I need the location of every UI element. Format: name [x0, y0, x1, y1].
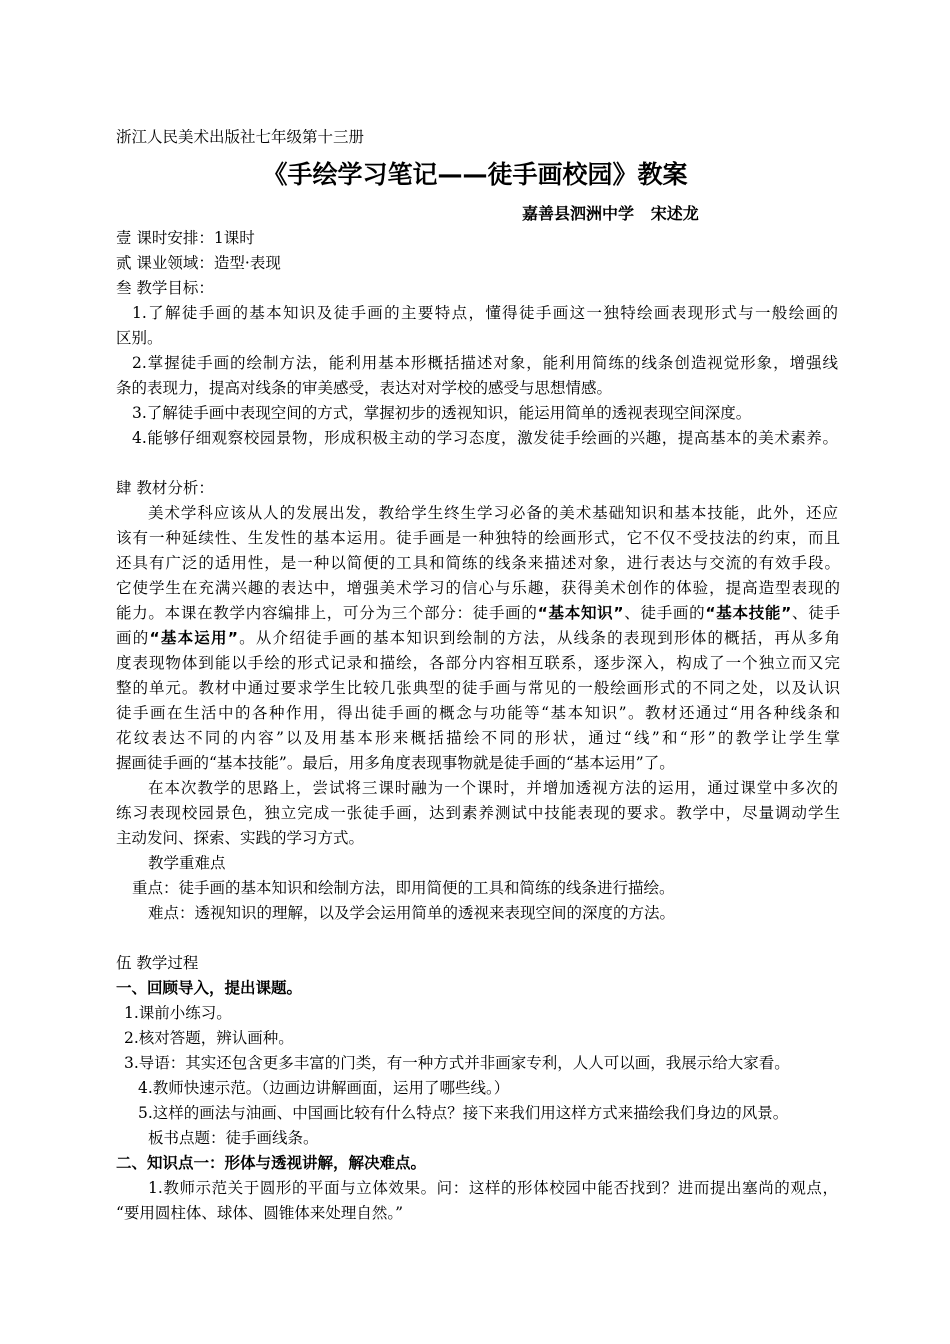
document-title: 《手绘学习笔记——徒手画校园》教案	[262, 160, 688, 189]
section-1-title: 一、回顾导入，提出课题。	[116, 979, 303, 997]
analysis-line: 还具有广泛的适用性，是一种以简便的工具和简练的线条来描述对象，进行表达与交流的有效手段。	[116, 554, 840, 572]
process-item: 2.核对答题，辨认画种。	[124, 1029, 294, 1047]
key-point-line: 重点：徒手画的基本知识和绘制方法，即用简便的工具和简练的线条进行描绘。	[132, 879, 675, 897]
process-item: 4.教师快速示范。（边画边讲解画面，运用了哪些线。）	[138, 1079, 510, 1097]
analysis-line: 在本次教学的思路上，尝试将三课时融为一个课时，并增加透视方法的运用，通过课堂中多次的	[148, 779, 838, 797]
analysis-line: 徒手画在生活中的各种作用，得出徒手画的概念与功能等“基本知识”。教材还通过“用各种线条和	[116, 704, 840, 722]
analysis-line: 美术学科应该从人的发展出发，教给学生终生学习必备的美术基础知识和基本技能，此外，还应	[148, 504, 838, 522]
analysis-line: 该有一种延续性、生发性的基本运用。徒手画是一种独特的绘画形式，它不仅不受技法的约束，而且	[116, 529, 840, 547]
key-term-basic-use: “基本运用”	[149, 629, 238, 647]
analysis-line: 花纹表达不同的内容”以及用基本形来概括描绘不同的形状，通过“线”和“形”的教学让学生掌	[116, 729, 840, 747]
objective-line: 1.了解徒手画的基本知识及徒手画的主要特点，懂得徒手画这一独特绘画表现形式与一般绘画的	[132, 304, 838, 322]
section-2-title: 二、知识点一：形体与透视讲解，解决难点。	[116, 1154, 427, 1172]
objective-line: 条的表现力，提高对线条的审美感受，表达对对学校的感受与思想情感。	[116, 379, 613, 397]
analysis-line-mixed	[116, 628, 840, 648]
process-line: 1.教师示范关于圆形的平面与立体效果。问：这样的形体校园中能否找到？进而提出塞尚的观点，	[148, 1179, 838, 1197]
key-term-basic-knowledge: “基本知识”	[537, 604, 624, 622]
process-item: 5.这样的画法与油画、中国画比较有什么特点？接下来我们用这样方式来描绘我们身边的风景。	[138, 1104, 789, 1122]
analysis-line: 整的单元。教材中通过要求学生比较几张典型的徒手画与常见的一般绘画形式的不同之处，以及认识	[116, 679, 840, 697]
difficulty-line: 难点：透视知识的理解，以及学会运用简单的透视来表现空间的深度的方法。	[148, 904, 676, 922]
process-line: “要用圆柱体、球体、圆锥体来处理自然。”	[116, 1204, 404, 1222]
schedule-line: 壹 课时安排：1课时	[116, 229, 255, 247]
author-line: 嘉善县泗洲中学 宋述龙	[522, 204, 699, 223]
process-heading: 伍 教学过程	[116, 954, 199, 972]
objective-line: 2.掌握徒手画的绘制方法，能利用基本形概括描述对象，能利用简练的线条创造视觉形象，增强线	[132, 354, 838, 372]
analysis-line: 主动发问、探索、实践的学习方式。	[116, 829, 365, 847]
field-line: 贰 课业领域：造型·表现	[116, 254, 281, 272]
analysis-text: 能力。本课在教学内容编排上，可分为三个部分：徒手画的	[116, 604, 538, 622]
process-item: 3.导语：其实还包含更多丰富的门类，有一种方式并非画家专利，人人可以画，我展示给大家看。	[124, 1054, 790, 1072]
process-item: 1.课前小练习。	[124, 1004, 232, 1022]
analysis-heading: 肆 教材分析：	[116, 479, 214, 497]
objective-line: 4.能够仔细观察校园景物，形成积极主动的学习态度，激发徒手绘画的兴趣，提高基本的美术素养。	[132, 429, 838, 447]
analysis-line: 度表现物体到能以手绘的形式记录和描绘，各部分内容相互联系，逐步深入，构成了一个独立而又完	[116, 654, 840, 672]
analysis-line: 它使学生在充满兴趣的表达中，增强美术学习的信心与乐趣，获得美术创作的体验，提高造型表现的	[116, 579, 840, 597]
analysis-line: 练习表现校园景色，独立完成一张徒手画，达到素养测试中技能表现的要求。教学中，尽量调动学生	[116, 804, 840, 822]
analysis-text: 、徒手画的	[623, 604, 706, 622]
key-term-basic-skill: “基本技能”	[705, 604, 792, 622]
objectives-heading: 叁 教学目标：	[116, 279, 214, 297]
analysis-line-mixed	[116, 603, 840, 623]
publisher-line: 浙江人民美术出版社七年级第十三册	[116, 128, 365, 146]
analysis-line: 握画徒手画的“基本技能”。最后，用多角度表现事物就是徒手画的“基本运用”了。	[116, 754, 675, 772]
objective-line: 3.了解徒手画中表现空间的方式，掌握初步的透视知识，能运用简单的透视表现空间深度。	[132, 404, 752, 422]
process-item: 板书点题：徒手画线条。	[148, 1129, 319, 1147]
analysis-text: 、徒手	[791, 604, 840, 622]
key-points-heading: 教学重难点	[148, 854, 226, 872]
objective-line: 区别。	[116, 329, 163, 347]
analysis-text: 。从介绍徒手画的基本知识到绘制的方法，从线条的表现到形体的概括，再从多角	[237, 629, 840, 647]
analysis-text: 画的	[116, 629, 150, 647]
